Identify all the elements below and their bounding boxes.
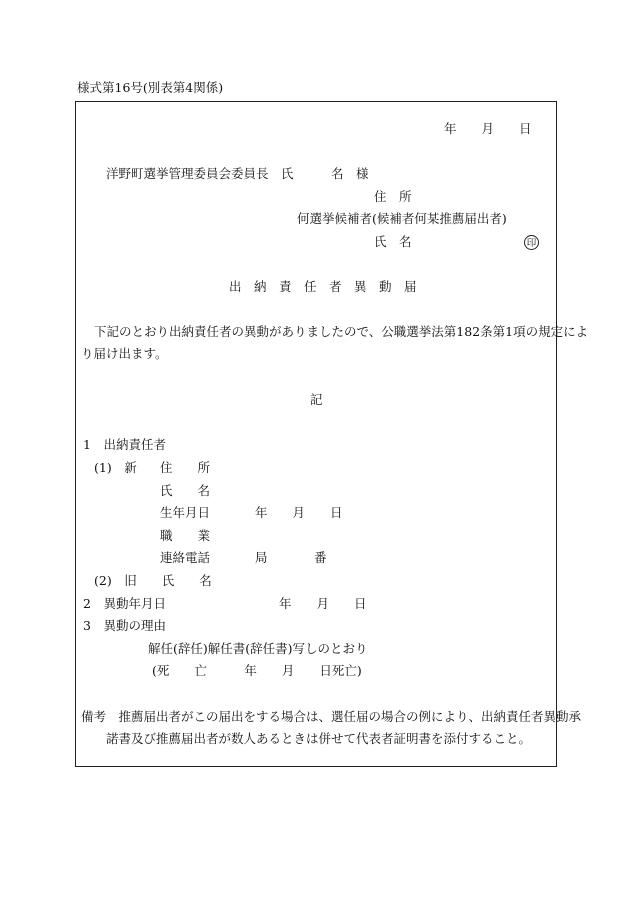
contact-ban: 番 bbox=[314, 550, 327, 565]
old-name-label: (2) 旧 氏 名 bbox=[94, 573, 212, 588]
submitter-role: 何選挙候補者(候補者何某推薦届出者) bbox=[297, 211, 507, 226]
address-label: 住 所 bbox=[374, 189, 412, 204]
contact-label: 連絡電話 bbox=[160, 550, 211, 565]
document-title: 出 納 責 任 者 異 動 届 bbox=[229, 279, 417, 294]
seal-mark: 印 bbox=[524, 235, 539, 250]
name-label: 氏 名 bbox=[374, 234, 412, 249]
body-line-2: り届け出ます。 bbox=[81, 346, 168, 361]
new-address-label: 住 所 bbox=[160, 460, 211, 475]
addressee: 洋野町選挙管理委員会委員長 氏 名 様 bbox=[106, 166, 369, 181]
birth-label: 生年月日 bbox=[160, 505, 211, 520]
birth-value: 年 月 日 bbox=[255, 505, 343, 520]
new-label: (1) 新 bbox=[94, 460, 137, 475]
new-name-label: 氏 名 bbox=[160, 483, 211, 498]
form-label: 様式第16号(別表第4関係) bbox=[77, 80, 224, 95]
section2-title: 2 異動年月日 bbox=[83, 596, 166, 611]
remarks-line-2: 諾書及び推薦届出者が数人あるときは併せて代表者証明書を添付すること。 bbox=[106, 731, 532, 746]
body-line-1: 下記のとおり出納責任者の異動がありましたので、公職選挙法第182条第1項の規定によ bbox=[94, 324, 589, 339]
change-date: 年 月 日 bbox=[279, 596, 367, 611]
section3-title: 3 異動の理由 bbox=[83, 618, 166, 633]
remarks-line-1: 備考 推薦届出者がこの届出をする場合は、選任届の場合の例により、出納責任者異動承 bbox=[81, 709, 582, 724]
section1-title: 1 出納責任者 bbox=[83, 437, 166, 452]
ki-heading: 記 bbox=[310, 392, 323, 407]
job-label: 職 業 bbox=[160, 528, 211, 543]
date-line: 年 月 日 bbox=[444, 121, 532, 136]
reason-line-2: (死 亡 年 月 日死亡) bbox=[152, 663, 362, 678]
contact-kyoku: 局 bbox=[255, 550, 268, 565]
reason-line-1: 解任(辞任)解任書(辞任書)写しのとおり bbox=[148, 641, 368, 656]
